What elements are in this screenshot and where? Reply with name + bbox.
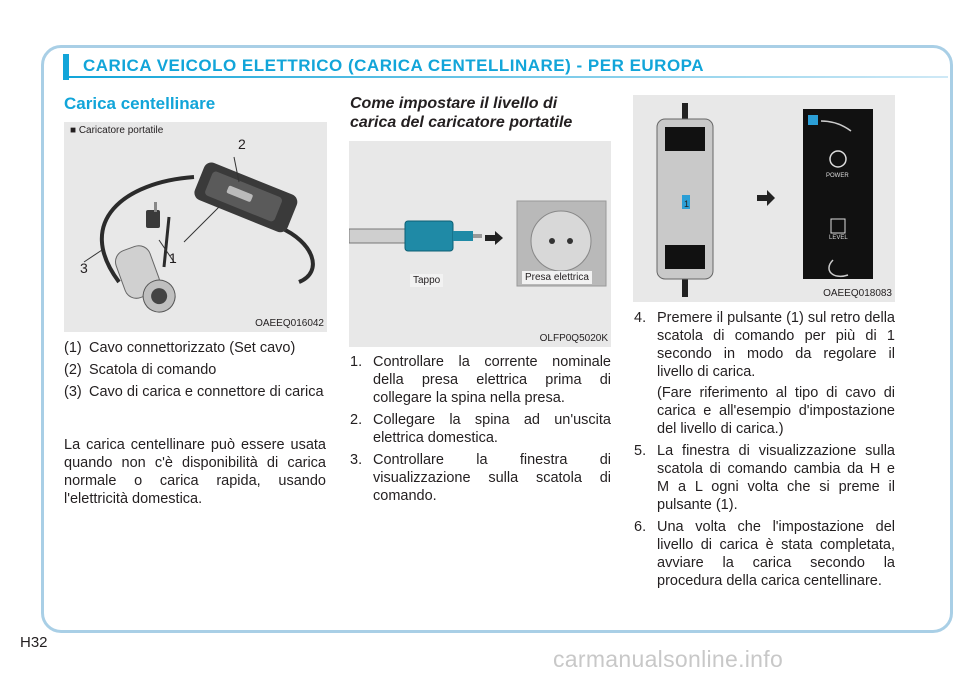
section-header: [63, 54, 948, 80]
list-item: (1) Cavo connettorizzato (Set cavo): [64, 340, 296, 356]
figure-portable-charger: [64, 122, 327, 332]
callout-1: 1: [169, 250, 177, 266]
heading-charge-level: Come impostare il livello di carica del caricatore portatile: [350, 95, 573, 131]
label-presa-elettrica: Presa elettrica: [522, 271, 592, 284]
list-item: (3) Cavo di carica e connettore di carica: [64, 384, 324, 400]
header-underline: [69, 76, 948, 78]
control-box-illustration: [633, 95, 895, 302]
steps-list-1: [350, 353, 611, 505]
level-label: LEVEL: [829, 235, 848, 241]
figure-code: OAEEQ018083: [823, 288, 892, 299]
button-number: 1: [684, 199, 690, 209]
power-label: POWER: [826, 173, 849, 179]
watermark: carmanualsonline.info: [553, 646, 784, 672]
heading-carica-centellinare: Carica centellinare: [64, 94, 216, 113]
callout-3: 3: [80, 260, 88, 276]
list-item: 1. Controllare la corrente nominale della presa elettrica prima di collegare la spina nella presa.: [350, 354, 611, 406]
figure-caption: ■ Caricatore portatile: [70, 125, 164, 136]
figure-plug-socket: [349, 141, 611, 347]
callout-2: 2: [238, 136, 246, 152]
plug-socket-illustration: [349, 141, 611, 347]
parts-list: [64, 339, 326, 401]
list-item: 5. La finestra di visualizzazione sulla scatola di comando cambia da H e M a L ogni volta che si preme il pulsante (1).: [634, 443, 895, 513]
section-title: CARICA VEICOLO ELETTRICO (CARICA CENTELLINARE) - PER EUROPA: [83, 56, 705, 75]
intro-paragraph: La carica centellinare può essere usata quando non c'è disponibilità di carica normale o carica rapida, usando l'elettricità domestica.: [64, 437, 326, 507]
note-text: (Fare riferimento al tipo di cavo di carica e all'esempio d'impostazione del livello di carica.): [657, 385, 895, 437]
list-item: 4. Premere il pulsante (1) sul retro della scatola di comando per più di 1 secondo in modo da regolare il livello di carica. (Fare riferimento al tipo di cavo di carica e all'esempio d'impostazione del livello di carica.): [634, 310, 895, 437]
figure-control-box: [633, 95, 895, 302]
portable-charger-illustration: [64, 122, 327, 332]
list-item: 6. Una volta che l'impostazione del livello di carica è stata completata, avviare la carica secondo la procedura della carica centellinare.: [634, 519, 895, 589]
list-item: 2. Collegare la spina ad un'uscita elettrica domestica.: [350, 412, 611, 446]
figure-code: OLFP0Q5020K: [539, 333, 608, 344]
label-tappo: Tappo: [410, 274, 443, 287]
page-number: H32: [20, 634, 48, 651]
list-item: (2) Scatola di comando: [64, 362, 217, 378]
figure-code: OAEEQ016042: [255, 318, 324, 329]
list-item: 3. Controllare la finestra di visualizzazione sulla scatola di comando.: [350, 452, 611, 504]
steps-list-2: [634, 309, 895, 590]
